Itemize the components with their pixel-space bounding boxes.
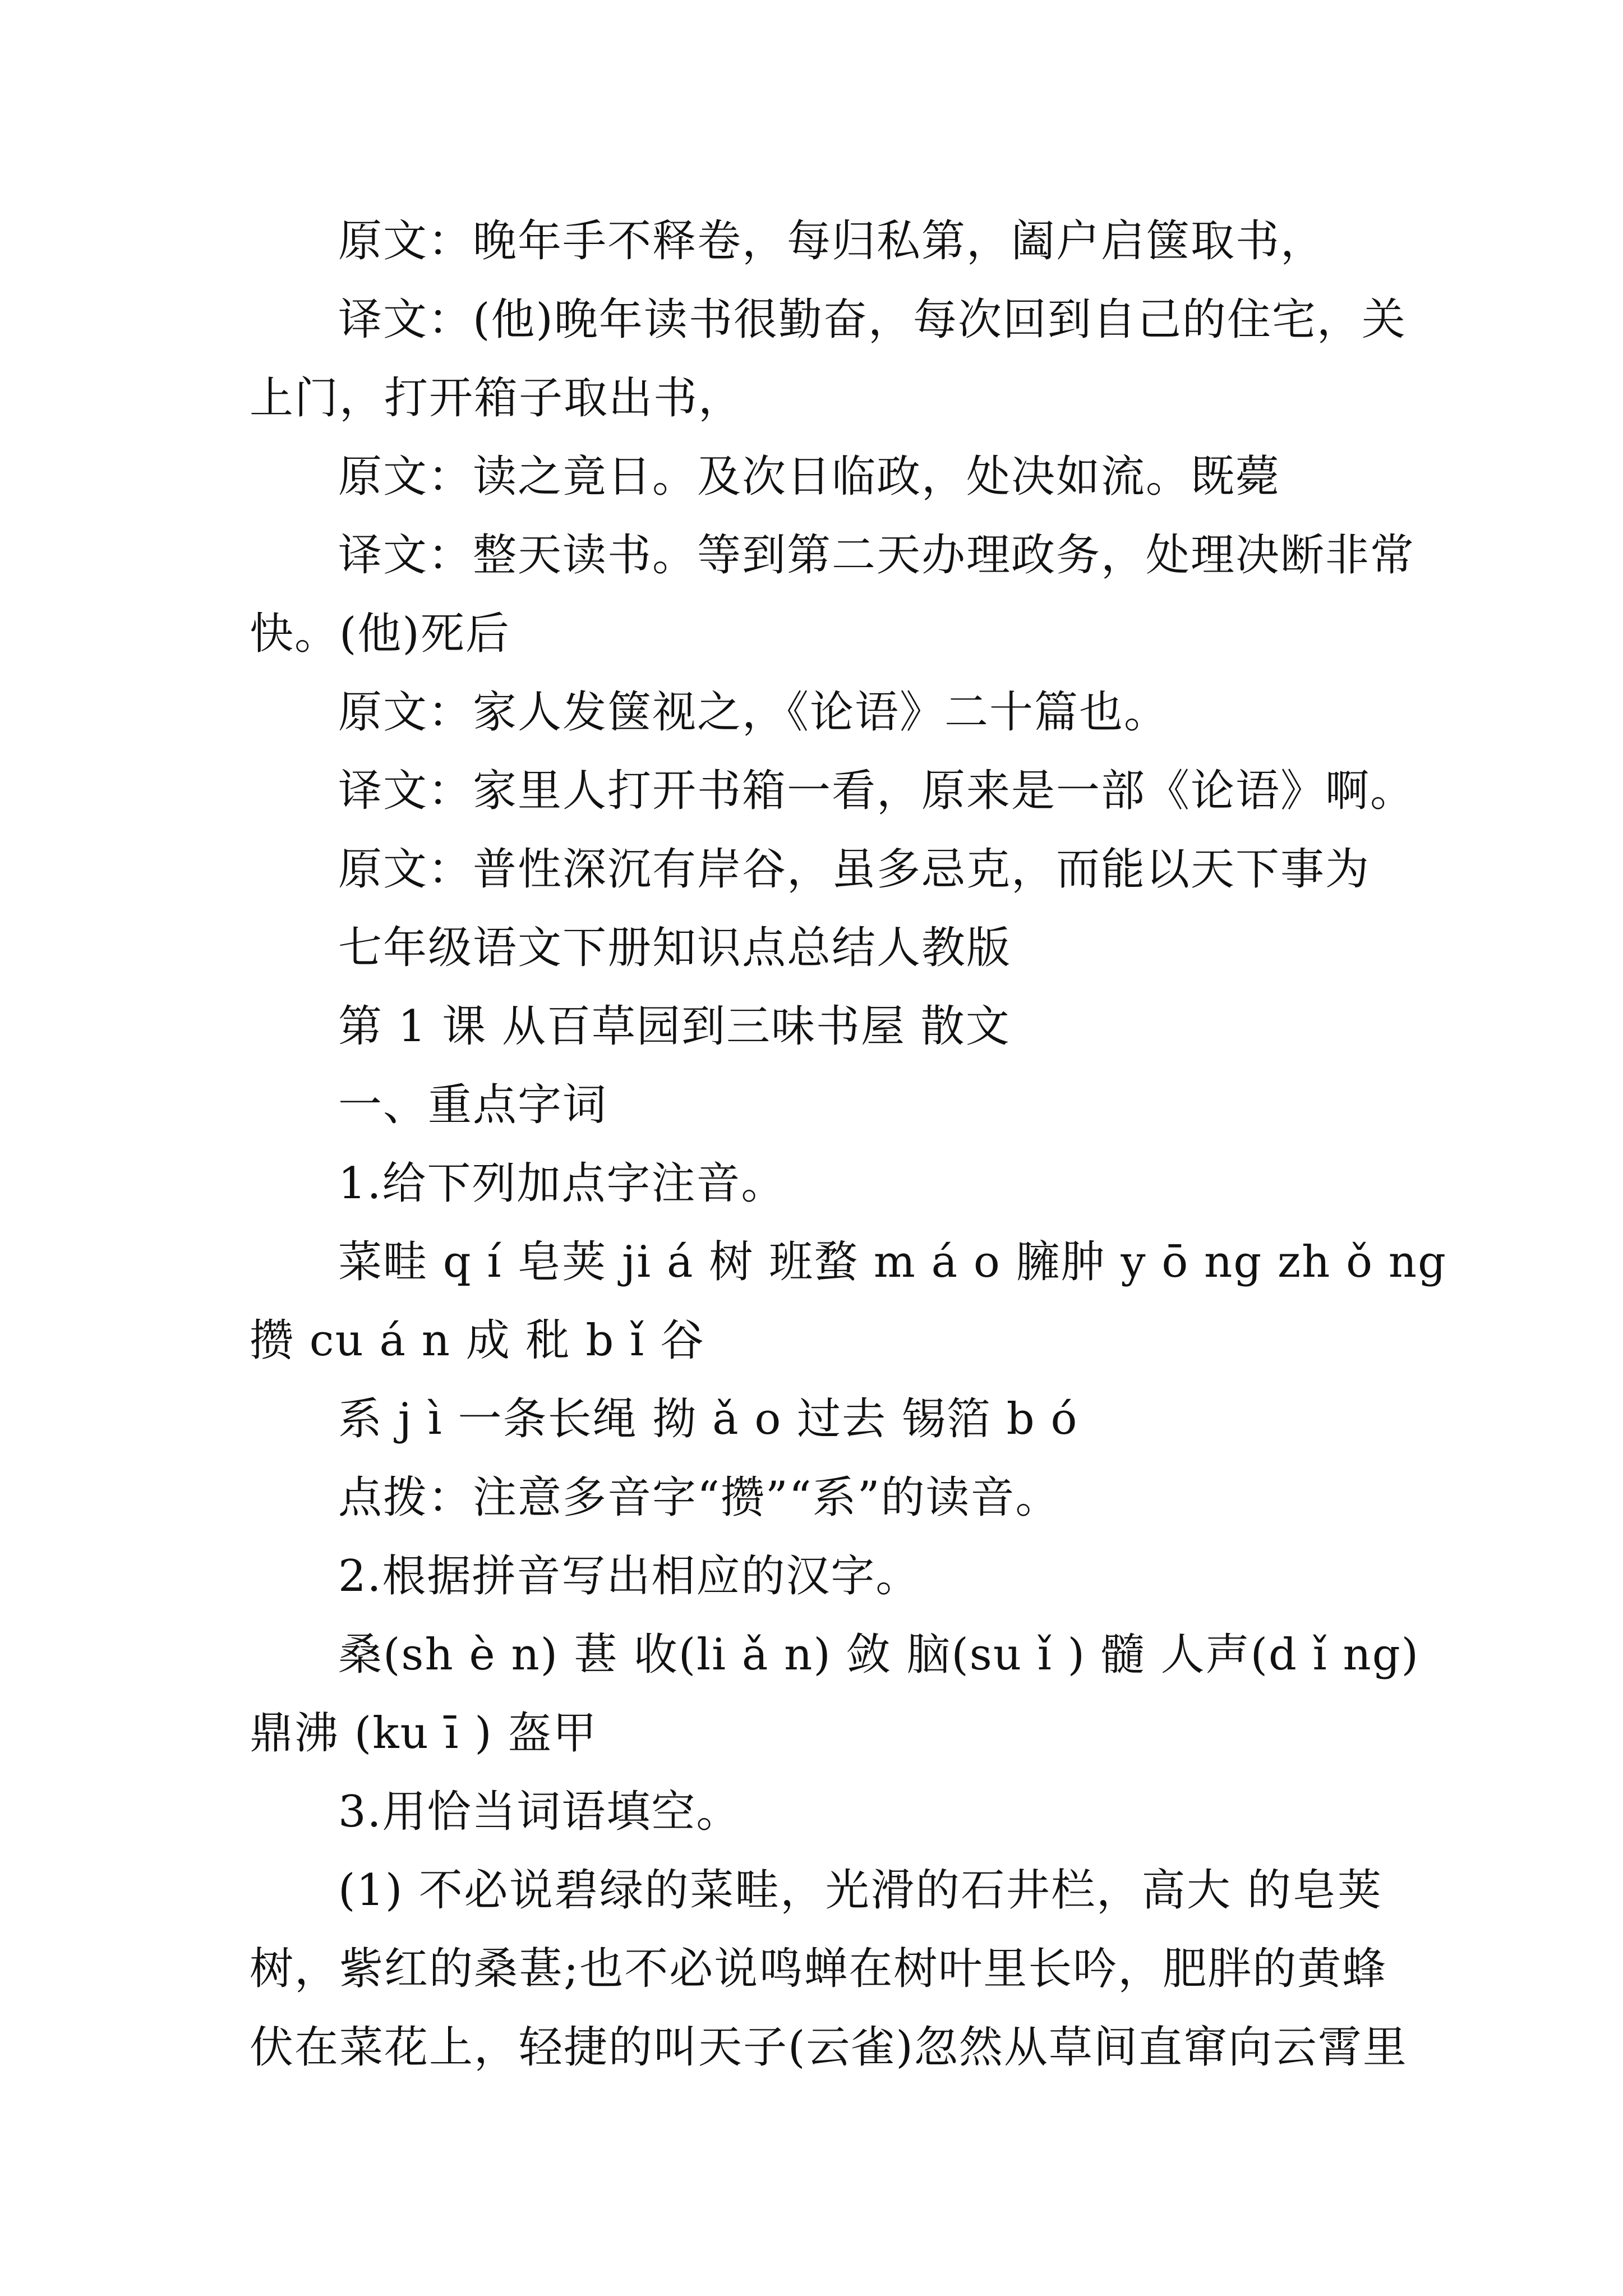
- document-page: [250, 202, 1447, 2087]
- paragraph-line: 译文：家里人打开书箱一看，原来是一部《论语》啊。: [338, 766, 1415, 816]
- pinyin-line: 攒 cu á n 成 秕 b ǐ 谷: [250, 1315, 705, 1366]
- hint-line: 点拨：注意多音字“攒”“系”的读音。: [338, 1473, 1061, 1523]
- paragraph-line: 树，紫红的桑葚;也不必说鸣蝉在树叶里长吟，肥胖的黄蜂: [250, 1944, 1387, 1994]
- paragraph-line: 伏在菜花上，轻捷的叫天子(云雀)忽然从草间直窜向云霄里: [250, 2022, 1408, 2073]
- exercise-prompt: 1.给下列加点字注音。: [338, 1158, 786, 1209]
- paragraph-line: 译文：整天读书。等到第二天办理政务，处理决断非常: [338, 530, 1415, 581]
- pinyin-line: 菜畦 q í 皂荚 ji á 树 班蝥 m á o 臃肿 y ō ng zh ǒ ng: [338, 1237, 1447, 1287]
- subsection-heading: 一、重点字词: [338, 1080, 608, 1130]
- paragraph-line: 原文：读之竟日。及次日临政，处决如流。既薨: [338, 452, 1281, 502]
- exercise-prompt: 2.根据拼音写出相应的汉字。: [338, 1551, 921, 1602]
- section-title: 七年级语文下册知识点总结人教版: [338, 923, 1012, 973]
- paragraph-line: 原文：普性深沉有岸谷，虽多忌克，而能以天下事为: [338, 844, 1371, 895]
- paragraph-line: (1) 不必说碧绿的菜畦，光滑的石井栏，高大 的皂荚: [338, 1865, 1382, 1916]
- lesson-heading: 第 1 课 从百草园到三味书屋 散文: [338, 1001, 1011, 1052]
- paragraph-line: 原文：家人发箧视之，《论语》二十篇也。: [338, 687, 1169, 738]
- exercise-prompt: 3.用恰当词语填空。: [338, 1787, 741, 1837]
- pinyin-line: 桑(sh è n) 葚 收(li ǎ n) 敛 脑(su ǐ ) 髓 人声(d ǐ ng): [338, 1630, 1420, 1680]
- paragraph-line: 上门，打开箱子取出书，: [250, 373, 744, 424]
- pinyin-line: 鼎沸 (ku ī ) 盔甲: [250, 1708, 598, 1759]
- paragraph-line: 快。(他)死后: [250, 609, 510, 659]
- paragraph-line: 原文：晚年手不释卷，每归私第，阖户启箧取书，: [338, 216, 1326, 266]
- pinyin-line: 系 j ì 一条长绳 拗 ǎ o 过去 锡箔 b ó: [338, 1394, 1078, 1444]
- paragraph-line: 译文：(他)晚年读书很勤奋，每次回到自己的住宅，关: [338, 295, 1407, 345]
